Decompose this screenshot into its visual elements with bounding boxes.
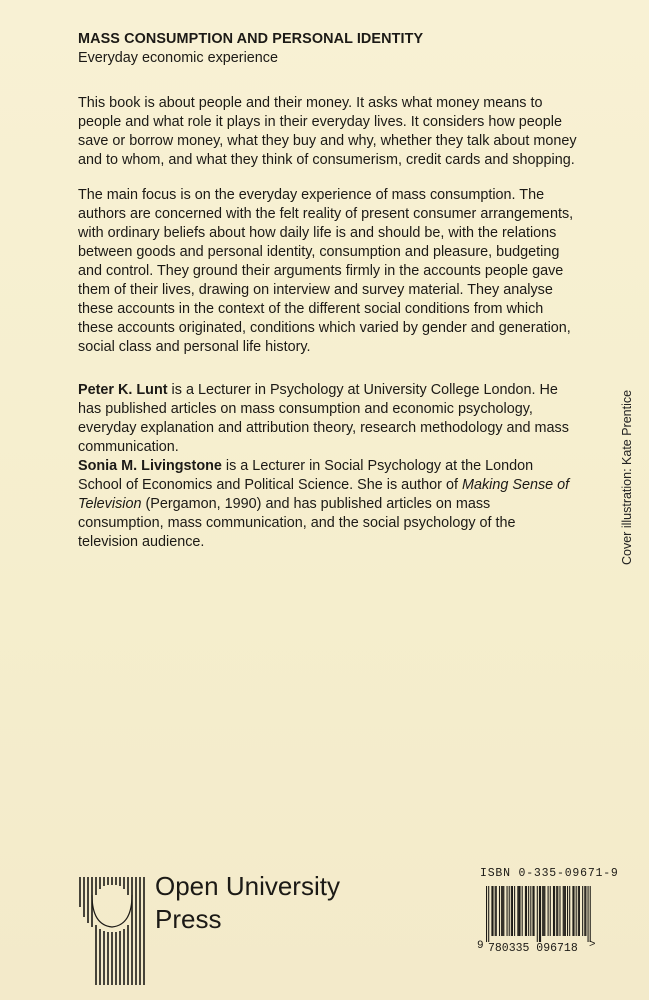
blurb-paragraph-2: The main focus is on the everyday experience of mass consumption. The authors are concerned with the felt reality of present consumer arrangements, with ordinary beliefs about how daily life is and should be, with the relations between goods and personal identity, consumption and pleasure, budgeting and control. They ground their arguments firmly in the accounts people gave them of their lives, drawing on interview and survey material. They analyse these accounts in the context of the different social conditions from which these accounts originated, conditions which varied by gender and generation, social class and personal life history. [78, 187, 574, 355]
author-book-title: Making Sense of Television [78, 477, 570, 512]
cover-illustration-credit: Cover illustration: Kate Prentice [620, 389, 634, 565]
barcode-bar [517, 886, 518, 936]
barcode-bar [585, 886, 586, 936]
barcode-bar [548, 886, 549, 936]
barcode-bar [539, 886, 540, 942]
book-subtitle: Everyday economic experience [78, 50, 278, 66]
open-university-logo-icon [78, 873, 148, 988]
author-bio-2 [78, 457, 578, 552]
barcode-bar [582, 886, 583, 936]
isbn-barcode [477, 880, 597, 954]
barcode-bar [557, 886, 558, 936]
barcode-bar [554, 886, 555, 936]
barcode-bar [509, 886, 510, 936]
barcode-bar [534, 886, 535, 936]
publisher-line-1: Open University [155, 871, 340, 901]
barcode-bar [507, 886, 508, 936]
barcode-bar [569, 886, 570, 936]
barcode-bar [492, 886, 493, 936]
barcode-bar [573, 886, 574, 936]
publisher-line-2: Press [155, 904, 222, 934]
barcode-bar [511, 886, 512, 936]
author-name-1: Peter K. Lunt [78, 382, 168, 398]
barcode-bar [579, 886, 580, 936]
barcode-bar [501, 886, 502, 936]
cover-text [78, 30, 578, 552]
barcode-bar [584, 886, 585, 936]
barcode-bar [514, 886, 515, 936]
author-name-2: Sonia M. Livingstone [78, 458, 222, 474]
barcode-bar [572, 886, 573, 936]
barcode-bar [495, 886, 496, 936]
barcode-bar [502, 886, 503, 936]
barcode-bar [556, 886, 557, 936]
barcode-bar [491, 886, 492, 936]
barcode-bar [590, 886, 591, 942]
barcode-bar [503, 886, 504, 936]
barcode-bar [530, 886, 531, 936]
barcode-bar [578, 886, 579, 936]
barcode-bar [525, 886, 526, 936]
publisher-name [155, 870, 340, 936]
author-bio-1 [78, 381, 578, 457]
barcode-bar [542, 886, 543, 936]
blurb-paragraph-1: This book is about people and their money. It asks what money means to people and what role it plays in their everyday lives. It considers how people save or borrow money, what they buy and why, whether they talk about money and to whom, and what they think of consumerism, credit cards and shopping. [78, 95, 577, 168]
barcode-bar [528, 886, 529, 936]
barcode-bar [499, 886, 500, 936]
barcode-digits: 780335 096718 [488, 942, 578, 954]
barcode-bar [567, 886, 568, 936]
author-bio-text-2b: (Pergamon, 1990) and has published articles on mass consumption, mass communication, and the social psychology of the television audience. [78, 496, 516, 550]
barcode-bar [563, 886, 564, 936]
barcode-bar [559, 886, 560, 936]
barcode-bar [518, 886, 519, 936]
barcode-bar [512, 886, 513, 936]
barcode-end-mark: > [589, 938, 596, 950]
barcode-bar [496, 886, 497, 936]
barcode-bar [537, 886, 538, 942]
author-bio-text-2a: is a Lecturer in Social Psychology at the London School of Economics and Political Science. She is author of [78, 458, 534, 493]
barcode-lead-digit: 9 [477, 940, 484, 952]
barcode-bars [486, 886, 591, 942]
barcode-bar [532, 886, 533, 936]
barcode-bar [550, 886, 551, 936]
barcode-bar [576, 886, 577, 936]
barcode-bar [588, 886, 589, 942]
isbn-number: ISBN 0-335-09671-9 [480, 867, 619, 880]
barcode-bar [486, 886, 487, 942]
barcode-bar [540, 886, 541, 942]
barcode-bar [519, 886, 520, 936]
barcode-bar [488, 886, 489, 942]
barcode-bar [543, 886, 544, 936]
barcode-bar [526, 886, 527, 936]
barcode-bar [565, 886, 566, 936]
barcode-bar [544, 886, 545, 936]
book-title: MASS CONSUMPTION AND PERSONAL IDENTITY [78, 31, 424, 47]
barcode-bar [564, 886, 565, 936]
author-bio-text-1: is a Lecturer in Psychology at University College London. He has published articles on mass consumption and economic psychology, everyday explanation and attribution theory, research methodology and mass communication. [78, 382, 569, 455]
barcode-bar [553, 886, 554, 936]
barcode-bar [522, 886, 523, 936]
